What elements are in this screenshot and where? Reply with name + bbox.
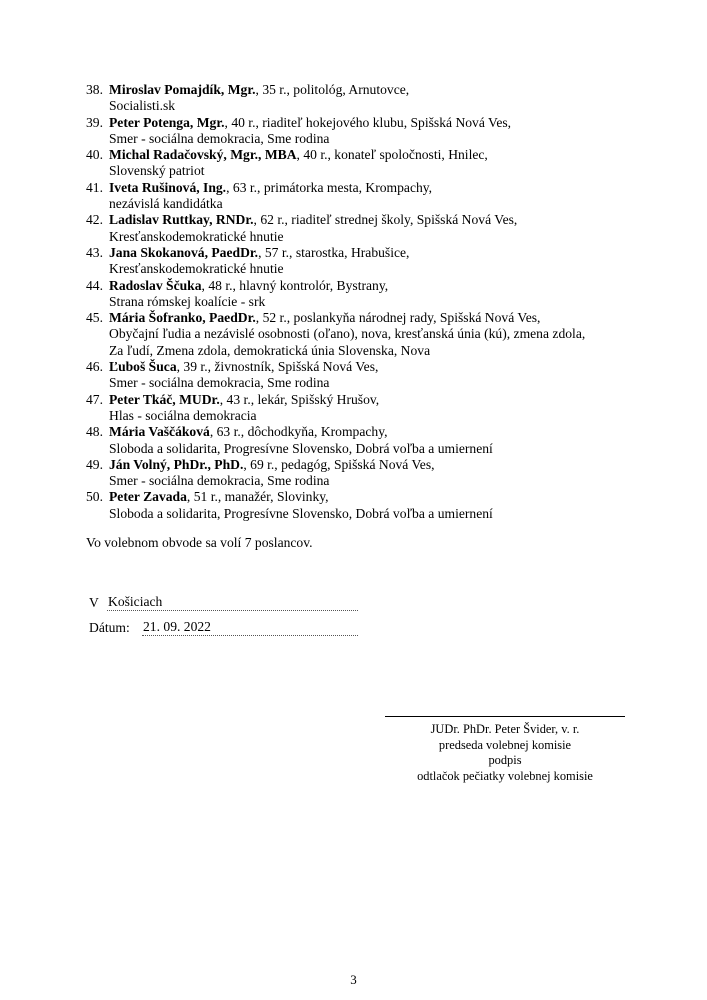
candidate-number: 43. [86,244,103,260]
candidate-name: Miroslav Pomajdík, Mgr. [109,82,256,97]
list-item [86,115,623,148]
seats-statement: Vo volebnom obvode sa volí 7 poslancov. [86,535,313,550]
list-item [86,278,623,311]
candidate-details: , 69 r., pedagóg, Spišská Nová Ves, [243,456,435,472]
candidate-party: Kresťanskodemokratické hnutie [109,228,284,244]
candidate-name: Ladislav Ruttkay, RNDr. [109,212,254,228]
candidate-list [86,82,623,522]
signature-line [385,716,625,717]
candidate-name: Jana Skokanová, PaedDr. [109,244,259,260]
candidate-number: 48. [86,424,103,440]
candidate-details: , 43 r., lekár, Spišský Hrušov, [219,391,380,407]
signatory-role: predseda volebnej komisie [438,737,572,752]
candidate-party: nezávislá kandidátka [109,196,223,212]
list-item [86,310,623,359]
page-number: 3 [350,972,357,987]
candidate-name: Michal Radačovský, Mgr., MBA [109,147,297,163]
candidate-number: 46. [86,359,103,375]
candidate-name: Radoslav Ščuka [109,277,202,293]
candidate-party: Strana rómskej koalície - srk [109,293,266,309]
signature-block [385,722,625,784]
candidate-party: Socialisti.sk [109,98,176,114]
candidate-name: Ján Volný, PhDr., PhD. [109,456,244,472]
candidate-details: , 39 r., živnostník, Spišská Nová Ves, [176,359,379,375]
list-item [86,212,623,245]
list-item [86,424,623,457]
candidate-details: , 40 r., riaditeľ hokejového klubu, Spišská Nová Ves, [224,114,512,130]
candidate-name: Ľuboš Šuca [109,359,177,375]
candidate-name: Mária Vaščáková [109,424,210,440]
candidate-number: 44. [86,277,103,293]
list-item [86,147,623,180]
candidate-name: Iveta Rušinová, Ing. [109,179,227,195]
list-item [86,245,623,278]
date-label: Dátum: [89,620,130,635]
stamp-caption: odtlačok pečiatky volebnej komisie [417,768,593,783]
date-field [89,619,358,636]
candidate-party-continued: Za ľudí, Zmena zdola, demokratická únia Slovenska, Nova [109,342,431,358]
candidate-party: Sloboda a solidarita, Progresívne Slovensko, Dobrá voľba a umiernení [109,505,493,521]
candidate-party: Slovenský patriot [109,163,205,179]
candidate-details: , 52 r., poslankyňa národnej rady, Spišská Nová Ves, [255,310,541,326]
signatory-name: JUDr. PhDr. Peter Švider, v. r. [430,722,580,736]
place-value: Košiciach [107,594,358,611]
candidate-number: 45. [86,310,103,326]
candidate-number: 47. [86,391,103,407]
candidate-name: Peter Zavada [109,489,187,505]
candidate-name: Mária Šofranko, PaedDr. [109,310,256,326]
list-item [86,359,623,392]
candidate-number: 49. [86,456,103,472]
list-item [86,489,623,522]
place-field [89,594,358,611]
candidate-details: , 62 r., riaditeľ strednej školy, Spišská Nová Ves, [253,212,518,228]
candidate-party: Smer - sociálna demokracia, Sme rodina [109,375,330,391]
candidate-name: Peter Potenga, Mgr. [109,114,225,130]
candidate-number: 38. [86,82,103,97]
candidate-party: Smer - sociálna demokracia, Sme rodina [109,130,330,146]
candidate-details: , 35 r., politológ, Arnutovce, [255,82,410,97]
candidate-details: , 40 r., konateľ spoločnosti, Hnilec, [296,147,488,163]
date-value: 21. 09. 2022 [142,619,358,636]
candidate-details: , 63 r., dôchodkyňa, Krompachy, [209,424,388,440]
candidate-number: 42. [86,212,103,228]
candidate-party: Obyčajní ľudia a nezávislé osobnosti (oľano), nova, kresťanská únia (kú), zmena zdola, [109,326,586,342]
candidate-details: , 57 r., starostka, Hrabušice, [258,244,410,260]
candidate-number: 39. [86,114,103,130]
candidate-party: Kresťanskodemokratické hnutie [109,261,284,277]
list-item [86,457,623,490]
candidate-party: Smer - sociálna demokracia, Sme rodina [109,473,330,489]
list-item [86,82,623,115]
candidate-name: Peter Tkáč, MUDr. [109,391,220,407]
candidate-number: 41. [86,179,103,195]
list-item [86,392,623,425]
list-item [86,180,623,213]
place-label: V [89,595,99,610]
candidate-party: Hlas - sociálna demokracia [109,407,257,423]
candidate-details: , 63 r., primátorka mesta, Krompachy, [226,179,433,195]
candidate-details: , 48 r., hlavný kontrolór, Bystrany, [201,277,389,293]
candidate-number: 40. [86,147,103,163]
candidate-number: 50. [86,489,103,505]
signature-caption: podpis [488,753,522,768]
candidate-details: , 51 r., manažér, Slovinky, [186,489,329,505]
candidate-party: Sloboda a solidarita, Progresívne Slovensko, Dobrá voľba a umiernení [109,440,493,456]
